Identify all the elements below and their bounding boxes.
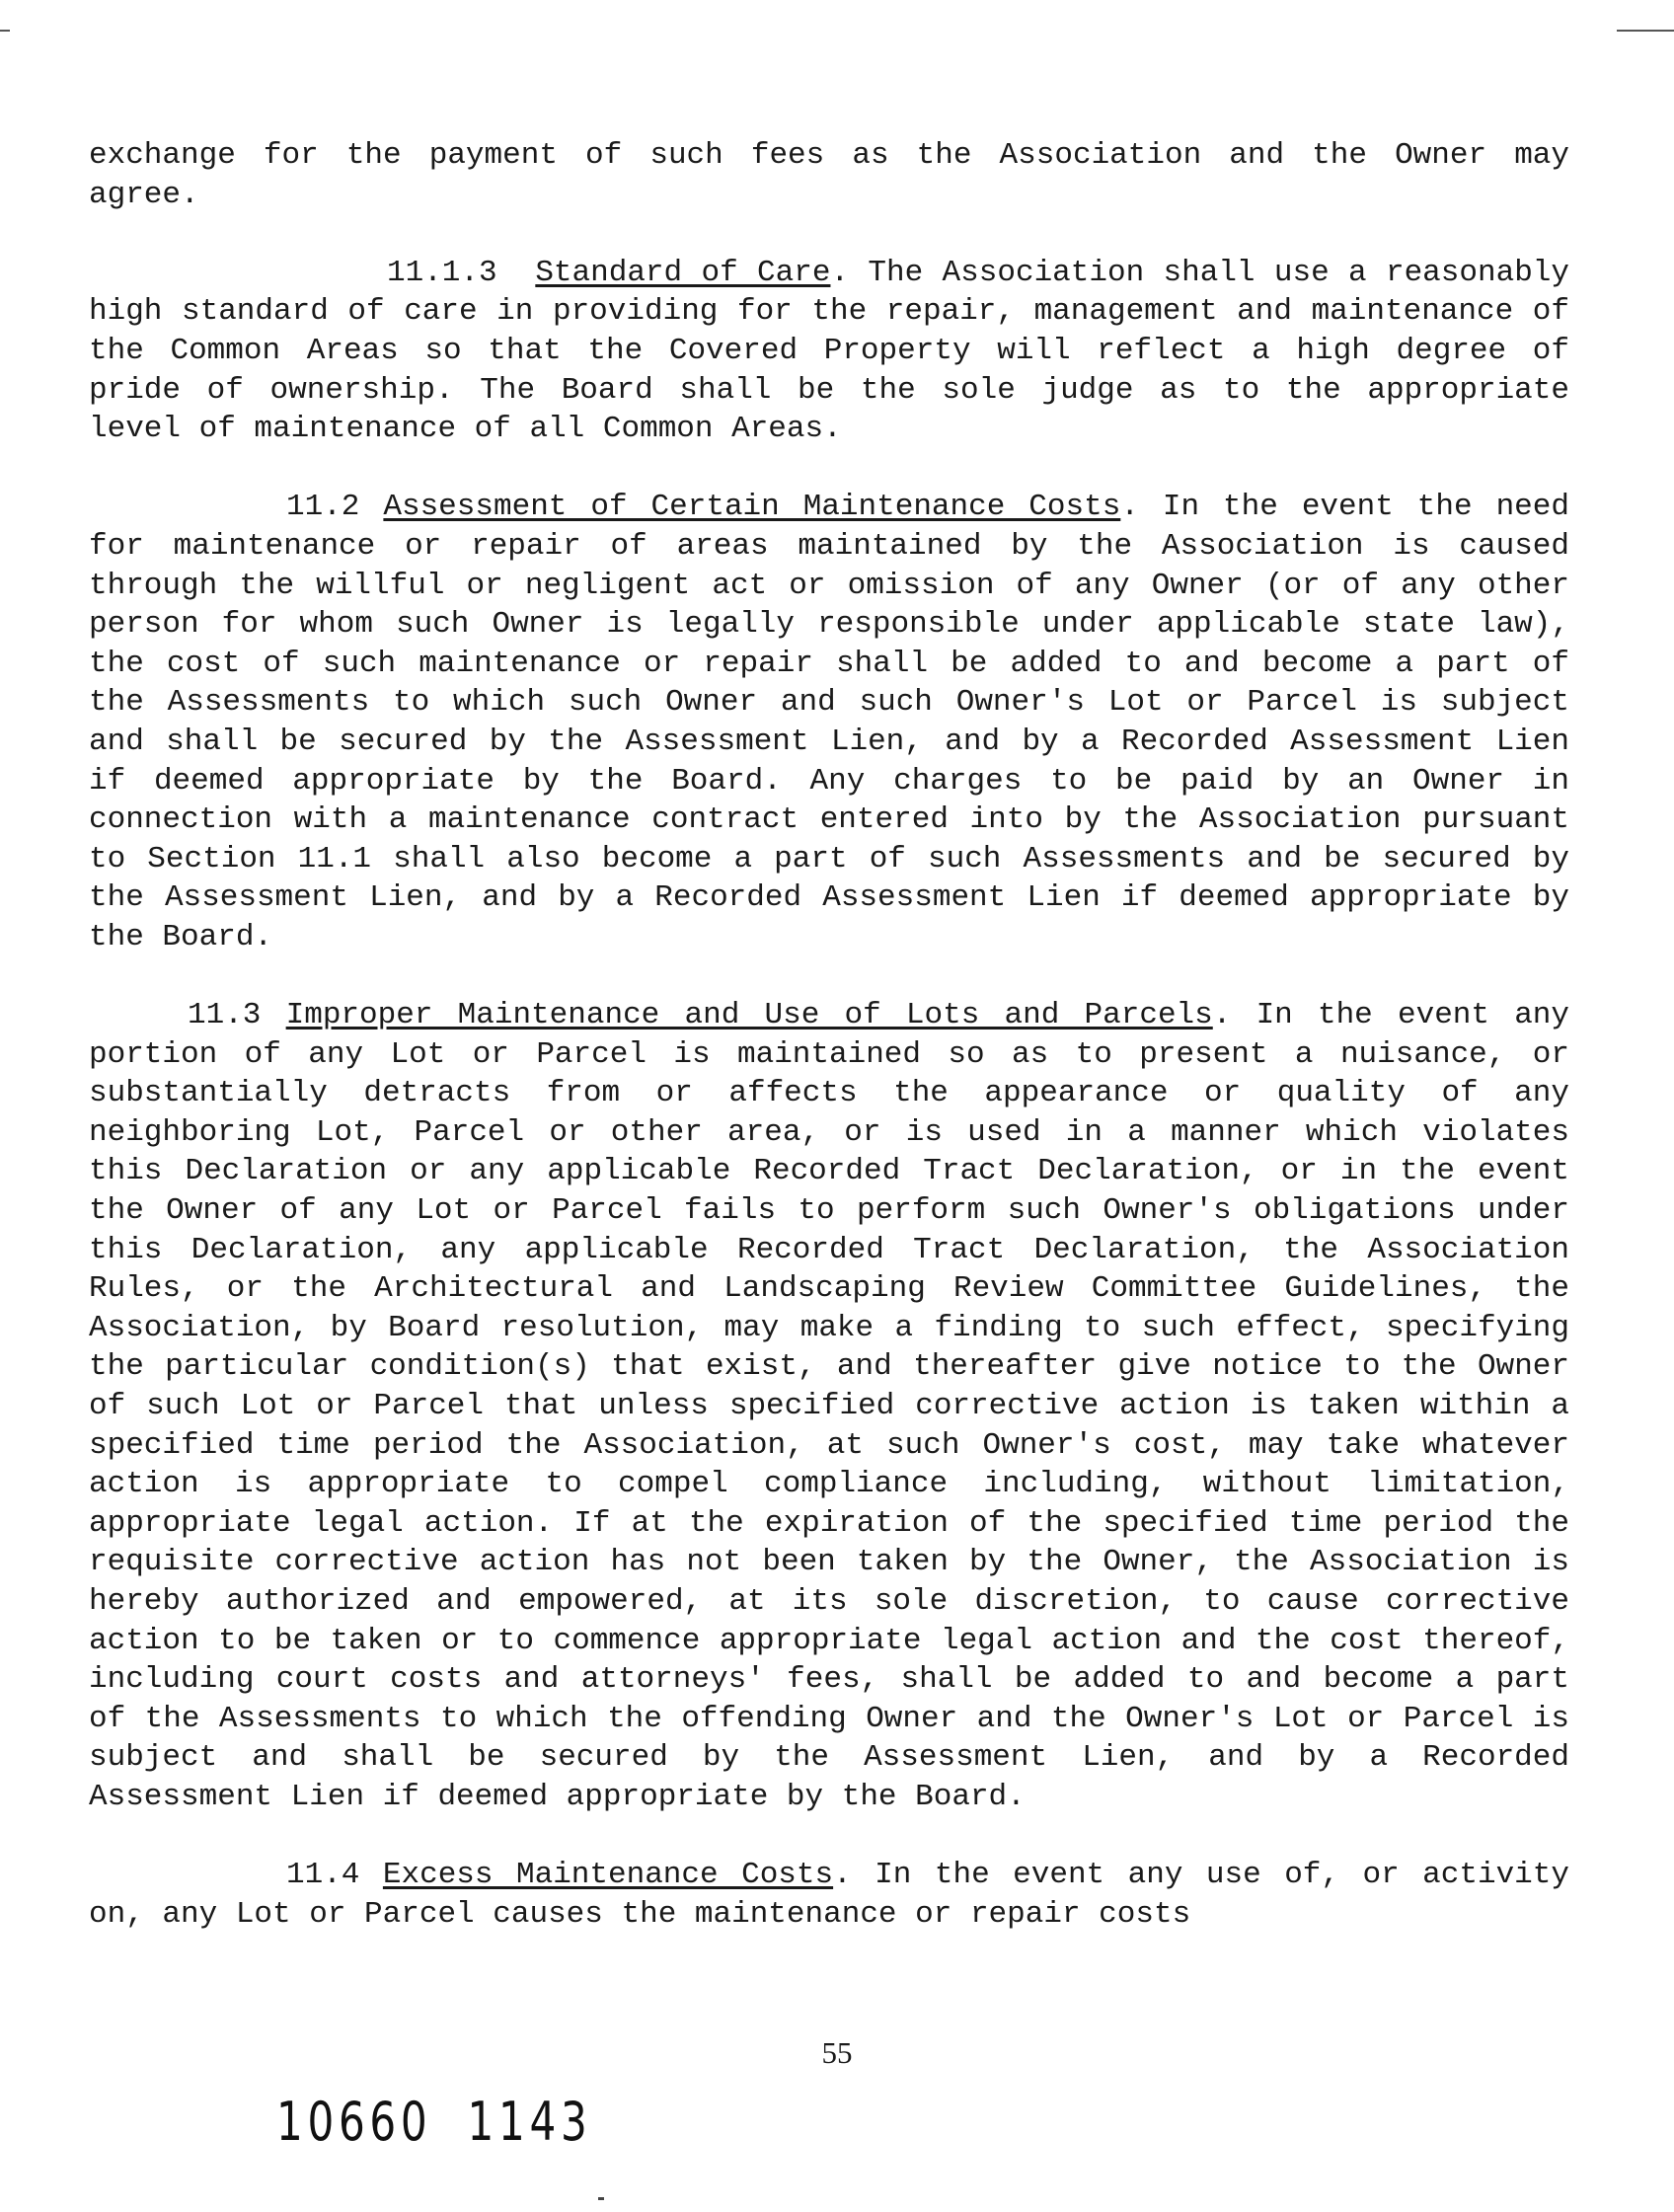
paragraph-text: . In the event any use of, or activity on, any Lot or Parcel causes the maintenance or repair costs	[89, 1858, 1569, 1932]
section-number: 11.4	[286, 1858, 383, 1893]
section-number: 11.2	[286, 490, 384, 525]
section-heading: Standard of Care	[535, 255, 831, 290]
scan-edge-mark	[1617, 30, 1674, 32]
paragraph-text: exchange for the payment of such fees as the Association and the Owner may agree.	[89, 138, 1569, 212]
scan-speck	[598, 2197, 604, 2200]
scan-edge-mark	[0, 30, 10, 32]
paragraph-11-1-3	[89, 254, 1569, 449]
paragraph-11-2	[89, 488, 1569, 956]
paragraph-11-3	[89, 996, 1569, 1816]
section-heading: Improper Maintenance and Use of Lots and Parcels	[285, 998, 1213, 1033]
section-number: 11.1.3	[387, 255, 536, 290]
paragraph-text: . The Association shall use a reasonably high standard of care in providing for the repair, management and maintenance of the Common Areas so that the Covered Property will reflect a high degree of pride of ownership. The Board shall be the sole judge as to the appropriate level of maintenance of all Common Areas.	[89, 255, 1570, 447]
paragraph-11-4	[89, 1856, 1569, 1934]
paragraph-continuation	[89, 136, 1569, 214]
section-number: 11.3	[188, 998, 286, 1033]
paragraph-text: . In the event the need for maintenance or repair of areas maintained by the Association is caused through the willful or negligent act or omission of any Owner (or of any other person for whom such Owner is legally responsible under applicable state law), the cost of such maintenance or repair shall be added to and become a part of the Assessments to which such Owner and such Owner's Lot or Parcel is subject and shall be secured by the Assessment Lien, and by a Recorded Assessment Lien if deemed appropriate by the Board. Any charges to be paid by an Owner in connection with a maintenance contract entered into by the Association pursuant to Section 11.1 shall also become a part of such Assessments and be secured by the Assessment Lien, and by a Recorded Assessment Lien if deemed appropriate by the Board.	[89, 490, 1569, 954]
paragraph-text: . In the event any portion of any Lot or Parcel is maintained so as to present a nuisance, or substantially detracts from or affects the appearance or quality of any neighboring Lot, Parcel or other area, or is used in a manner which violates this Declaration or any applicable Recorded Tract Declaration, or in the event the Owner of any Lot or Parcel fails to perform such Owner's obligations under this Declaration, any applicable Recorded Tract Declaration, the Association Rules, or the Architectural and Landscaping Review Committee Guidelines, the Association, by Board resolution, may make a finding to such effect, specifying the particular condition(s) that exist, and thereafter give notice to the Owner of such Lot or Parcel that unless specified corrective action is taken within a specified time period the Association, at such Owner's cost, may take whatever action is appropriate to compel compliance including, without limitation, appropriate legal action. If at the expiration of the specified time period the requisite corrective action has not been taken by the Owner, the Association is hereby authorized and empowered, at its sole discretion, to cause corrective action to be taken or to commence appropriate legal action and the cost thereof, including court costs and attorneys' fees, shall be added to and become a part of the Assessments to which the offending Owner and the Owner's Lot or Parcel is subject and shall be secured by the Assessment Lien, and by a Recorded Assessment Lien if deemed appropriate by the Board.	[89, 998, 1570, 1814]
document-body	[89, 136, 1569, 1973]
section-heading: Assessment of Certain Maintenance Costs	[383, 490, 1121, 525]
page-number: 55	[821, 2035, 853, 2070]
recording-stamp: 10660 1143	[276, 2091, 592, 2153]
section-heading: Excess Maintenance Costs	[382, 1858, 834, 1893]
